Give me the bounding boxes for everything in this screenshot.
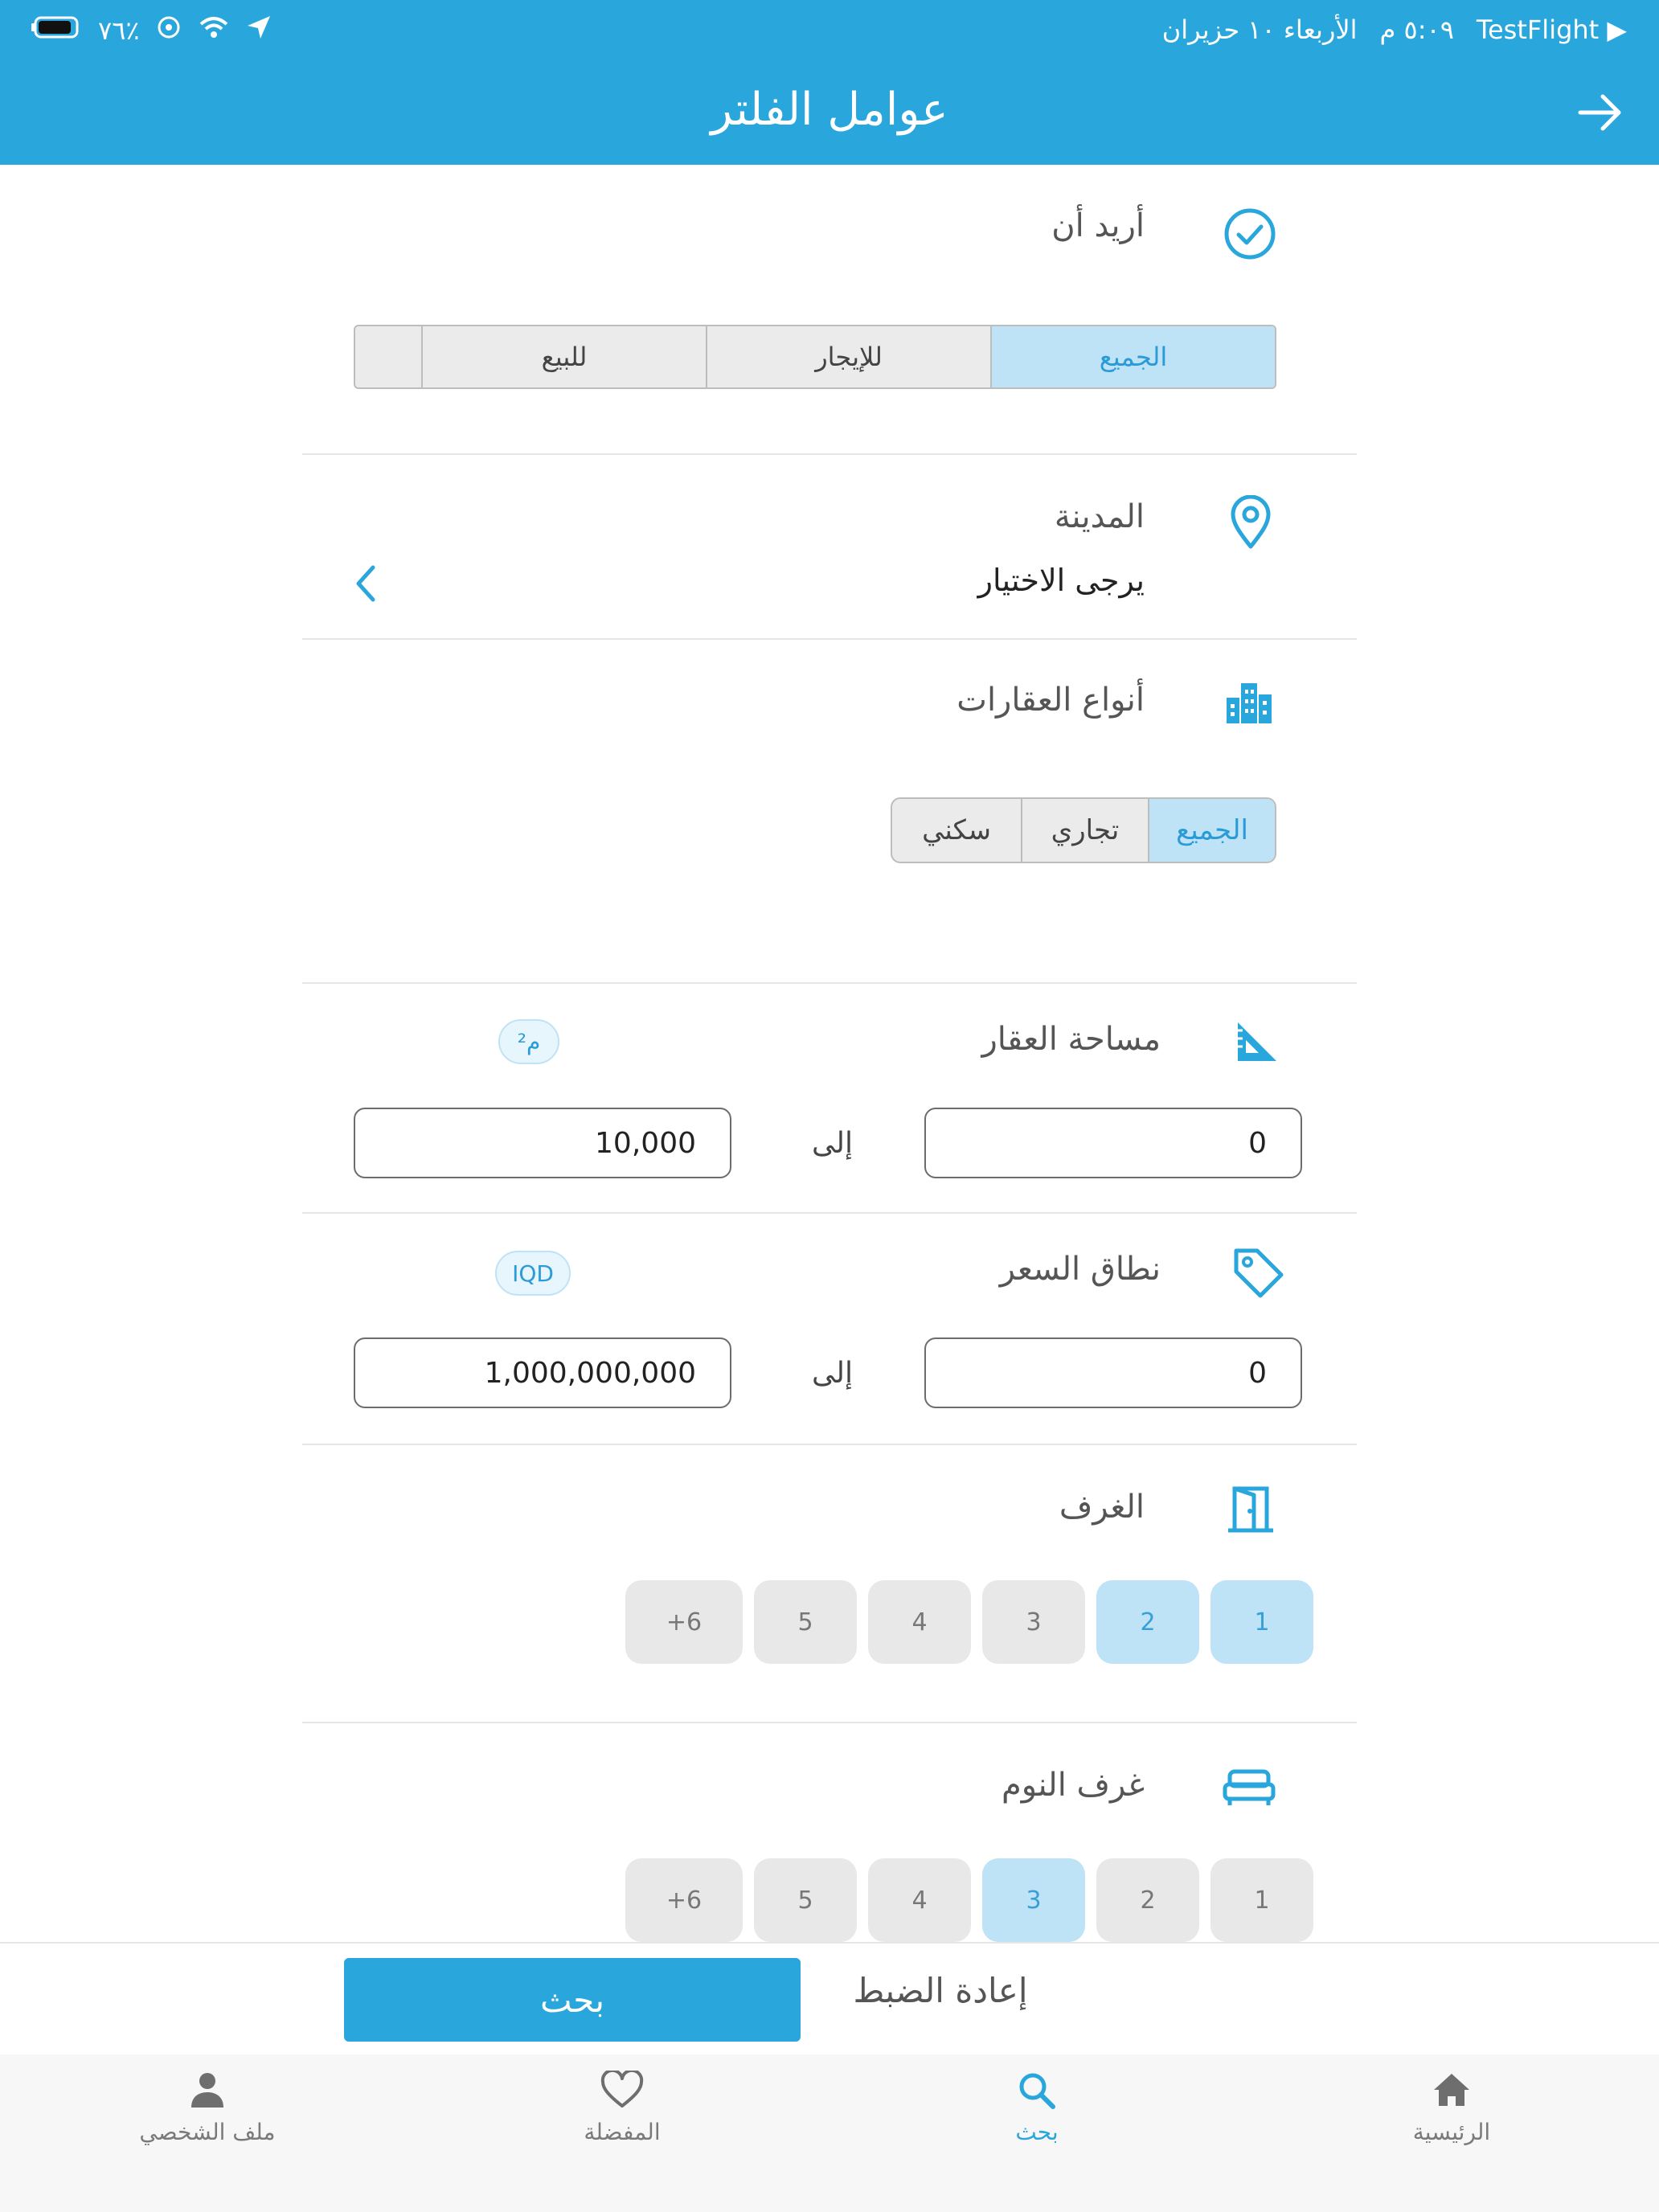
divider	[302, 453, 1357, 455]
tab-favorites[interactable]	[502, 2071, 743, 2145]
rooms-label: الغرف	[1059, 1489, 1145, 1526]
property-types-segmented	[891, 797, 1276, 863]
status-date: الأربعاء ١٠ حزيران	[1161, 14, 1358, 45]
area-from-input[interactable]: 0	[924, 1108, 1302, 1178]
orientation-lock-icon	[156, 14, 182, 47]
city-value[interactable]: يرجى الاختيار	[977, 563, 1145, 598]
bedrooms-chip-1[interactable]: 1	[1210, 1858, 1313, 1942]
area-unit-badge: م²	[498, 1019, 559, 1064]
page-title: عوامل الفلتر	[711, 84, 948, 136]
divider	[302, 638, 1357, 640]
chevron-left-icon[interactable]	[350, 563, 379, 604]
buildings-icon	[1223, 680, 1275, 725]
battery-icon	[31, 15, 82, 46]
intent-option-empty	[360, 326, 421, 387]
rooms-chip-3[interactable]: 3	[982, 1580, 1085, 1664]
heart-icon	[600, 2071, 645, 2109]
testflight-back[interactable]: ▶ TestFlight	[1476, 14, 1627, 45]
status-time: ٥:٠٩ م	[1379, 14, 1454, 45]
property-types-label: أنواع العقارات	[956, 682, 1145, 719]
type-option-commercial[interactable]: تجاري	[1021, 799, 1148, 862]
bedrooms-chip-4[interactable]: 4	[868, 1858, 971, 1942]
price-label: نطاق السعر	[999, 1251, 1161, 1288]
rooms-chip-5[interactable]: 5	[754, 1580, 857, 1664]
price-unit-badge: IQD	[495, 1251, 571, 1296]
person-icon	[188, 2071, 227, 2109]
intent-label: أريد أن	[1051, 207, 1145, 244]
intent-segmented	[354, 325, 1276, 389]
bed-icon	[1222, 1768, 1276, 1807]
price-to-label: إلى	[812, 1357, 853, 1390]
search-icon	[1016, 2071, 1058, 2109]
battery-percent: ٧٦٪	[98, 15, 140, 46]
divider	[302, 1212, 1357, 1214]
header-bar	[0, 0, 1659, 165]
price-from-input[interactable]: 0	[924, 1337, 1302, 1408]
tab-profile-label: ملف الشخصي	[139, 2119, 276, 2145]
price-tag-icon	[1231, 1246, 1286, 1299]
divider	[302, 1722, 1357, 1723]
divider	[302, 982, 1357, 984]
door-icon	[1227, 1485, 1275, 1534]
reset-button[interactable]: إعادة الضبط	[853, 1971, 1028, 2010]
rooms-chip-6plus[interactable]: +6	[625, 1580, 743, 1664]
set-square-ruler-icon	[1235, 1019, 1280, 1064]
intent-option-rent[interactable]: للإيجار	[706, 326, 990, 387]
location-icon	[246, 14, 272, 47]
search-button[interactable]: بحث	[344, 1958, 801, 2042]
tab-search-label: بحث	[1015, 2119, 1059, 2145]
location-pin-icon	[1228, 495, 1273, 550]
tab-home[interactable]	[1331, 2071, 1572, 2145]
bedrooms-label: غرف النوم	[1002, 1767, 1145, 1804]
type-option-residential[interactable]: سكني	[922, 814, 991, 846]
rooms-chip-2[interactable]: 2	[1096, 1580, 1199, 1664]
status-bar-right	[1162, 14, 1627, 45]
tab-profile[interactable]	[87, 2071, 328, 2145]
intent-option-all[interactable]: الجميع	[990, 326, 1275, 387]
type-option-all[interactable]: الجميع	[1148, 799, 1275, 862]
area-to-label: إلى	[812, 1127, 853, 1160]
check-circle-icon	[1223, 207, 1276, 260]
rooms-chip-4[interactable]: 4	[868, 1580, 971, 1664]
home-icon	[1431, 2071, 1473, 2109]
divider	[302, 1444, 1357, 1445]
tab-search[interactable]	[916, 2071, 1157, 2145]
bedrooms-chip-3[interactable]: 3	[982, 1858, 1085, 1942]
back-arrow-icon[interactable]	[1575, 90, 1627, 135]
status-bar-left	[31, 14, 272, 47]
wifi-icon	[198, 14, 230, 47]
rooms-chips	[625, 1580, 1313, 1664]
intent-option-sale[interactable]: للبيع	[421, 326, 706, 387]
rooms-chip-1[interactable]: 1	[1210, 1580, 1313, 1664]
bedrooms-chip-5[interactable]: 5	[754, 1858, 857, 1942]
area-to-input[interactable]: 10,000	[354, 1108, 731, 1178]
bedrooms-chip-2[interactable]: 2	[1096, 1858, 1199, 1942]
tab-home-label: الرئيسية	[1412, 2119, 1491, 2145]
area-label: مساحة العقار	[981, 1021, 1161, 1058]
price-to-input[interactable]: 1,000,000,000	[354, 1337, 731, 1408]
bedrooms-chips	[625, 1858, 1313, 1942]
tab-favorites-label: المفضلة	[584, 2119, 661, 2145]
city-label: المدينة	[1054, 498, 1145, 535]
bedrooms-chip-6plus[interactable]: +6	[625, 1858, 743, 1942]
